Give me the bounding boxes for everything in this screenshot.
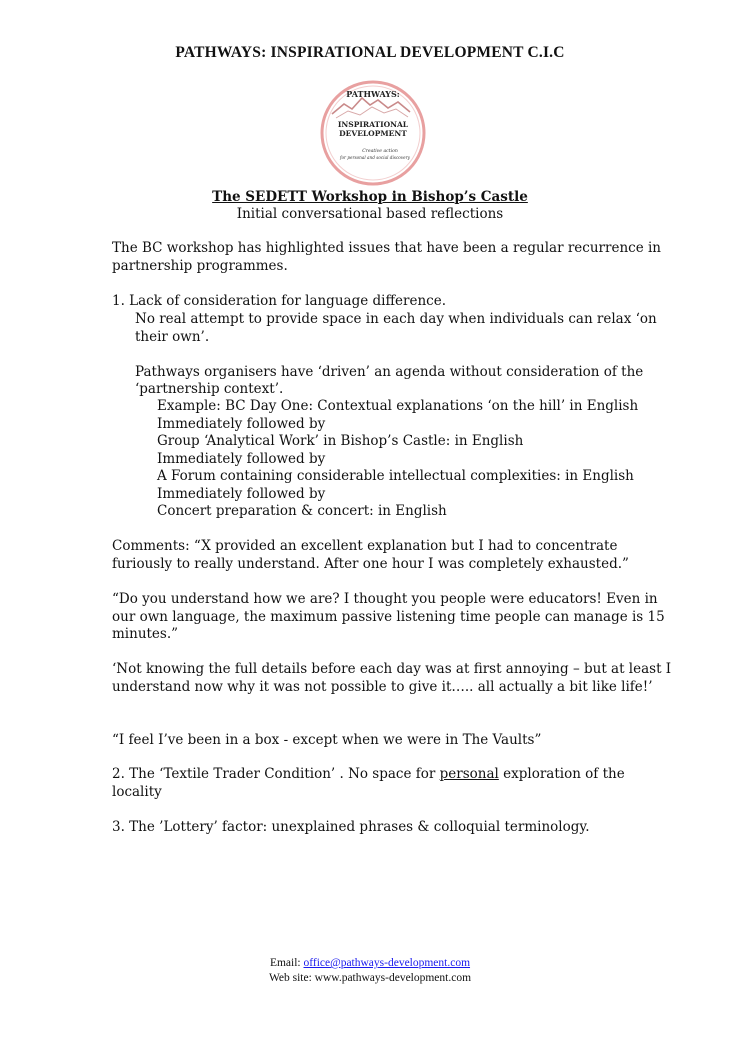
- logo-tagline2: for personal and social discovery: [339, 155, 411, 160]
- intro-line-1: The BC workshop has highlighted issues that have been a regular recurrence in: [112, 240, 661, 256]
- logo-line2: INSPIRATIONAL: [337, 120, 409, 129]
- document-title: The SEDETT Workshop in Bishop’s Castle: [212, 189, 528, 205]
- example-line-4: Immediately followed by: [157, 451, 326, 467]
- comment-2-line-2: our own language, the maximum passive listening time people can manage is 15: [112, 609, 665, 625]
- example-line-6: Immediately followed by: [157, 486, 326, 502]
- point2-before: 2. The ‘Textile Trader Condition’ . No space for: [112, 766, 440, 782]
- comment-2-line-3: minutes.”: [112, 626, 179, 642]
- logo-line3: DEVELOPMENT: [339, 129, 407, 138]
- org-title: PATHWAYS: INSPIRATIONAL DEVELOPMENT C.I.C: [175, 44, 565, 61]
- logo: [318, 78, 428, 188]
- point2-line-1: [112, 766, 625, 783]
- example-line-3: Group ‘Analytical Work’ in Bishop’s Castle: in English: [157, 433, 524, 449]
- example-line-7: Concert preparation & concert: in English: [157, 503, 447, 519]
- point1-detail-b-2: ‘partnership context’.: [135, 381, 284, 397]
- logo-tagline1: Creative action: [362, 149, 398, 154]
- comment-2-line-1: “Do you understand how we are? I thought you people were educators! Even in: [112, 591, 658, 607]
- intro-line-2: partnership programmes.: [112, 258, 288, 274]
- point1-detail-a-1: No real attempt to provide space in each day when individuals can relax ‘on: [135, 311, 657, 327]
- comment-3-line-2: understand now why it was not possible to give it….. all actually a bit like life!’: [112, 679, 653, 695]
- comment-3-line-1: ‘Not knowing the full details before each day was at first annoying – but at least I: [112, 661, 672, 677]
- email-label: Email:: [269, 957, 304, 969]
- point2-line-2: locality: [112, 784, 162, 800]
- example-line-2: Immediately followed by: [157, 416, 326, 432]
- point1-detail-b-1: Pathways organisers have ‘driven’ an agenda without consideration of the: [135, 364, 644, 380]
- point1-heading: 1. Lack of consideration for language difference.: [112, 293, 447, 309]
- comment-4-line-1: “I feel I’ve been in a box - except when we were in The Vaults”: [112, 732, 542, 748]
- comment-1-line-1: Comments: “X provided an excellent explanation but I had to concentrate: [112, 538, 618, 554]
- logo-line1: PATHWAYS:: [346, 89, 400, 99]
- point1-detail-a-2: their own’.: [135, 329, 210, 345]
- footer-website: Web site: www.pathways-development.com: [268, 972, 472, 984]
- footer-email: [0, 957, 740, 969]
- email-link[interactable]: office@pathways-development.com: [303, 957, 471, 969]
- example-line-5: A Forum containing considerable intellectual complexities: in English: [157, 468, 634, 484]
- point2-after: exploration of the: [498, 766, 625, 782]
- document-subtitle: Initial conversational based reflections: [236, 206, 504, 222]
- comment-1-line-2: furiously to really understand. After one hour I was completely exhausted.”: [112, 556, 629, 572]
- point2-underlined: personal: [439, 766, 499, 782]
- point3: 3. The ’Lottery’ factor: unexplained phrases & colloquial terminology.: [112, 819, 590, 835]
- example-line-1: Example: BC Day One: Contextual explanations ‘on the hill’ in English: [157, 398, 639, 414]
